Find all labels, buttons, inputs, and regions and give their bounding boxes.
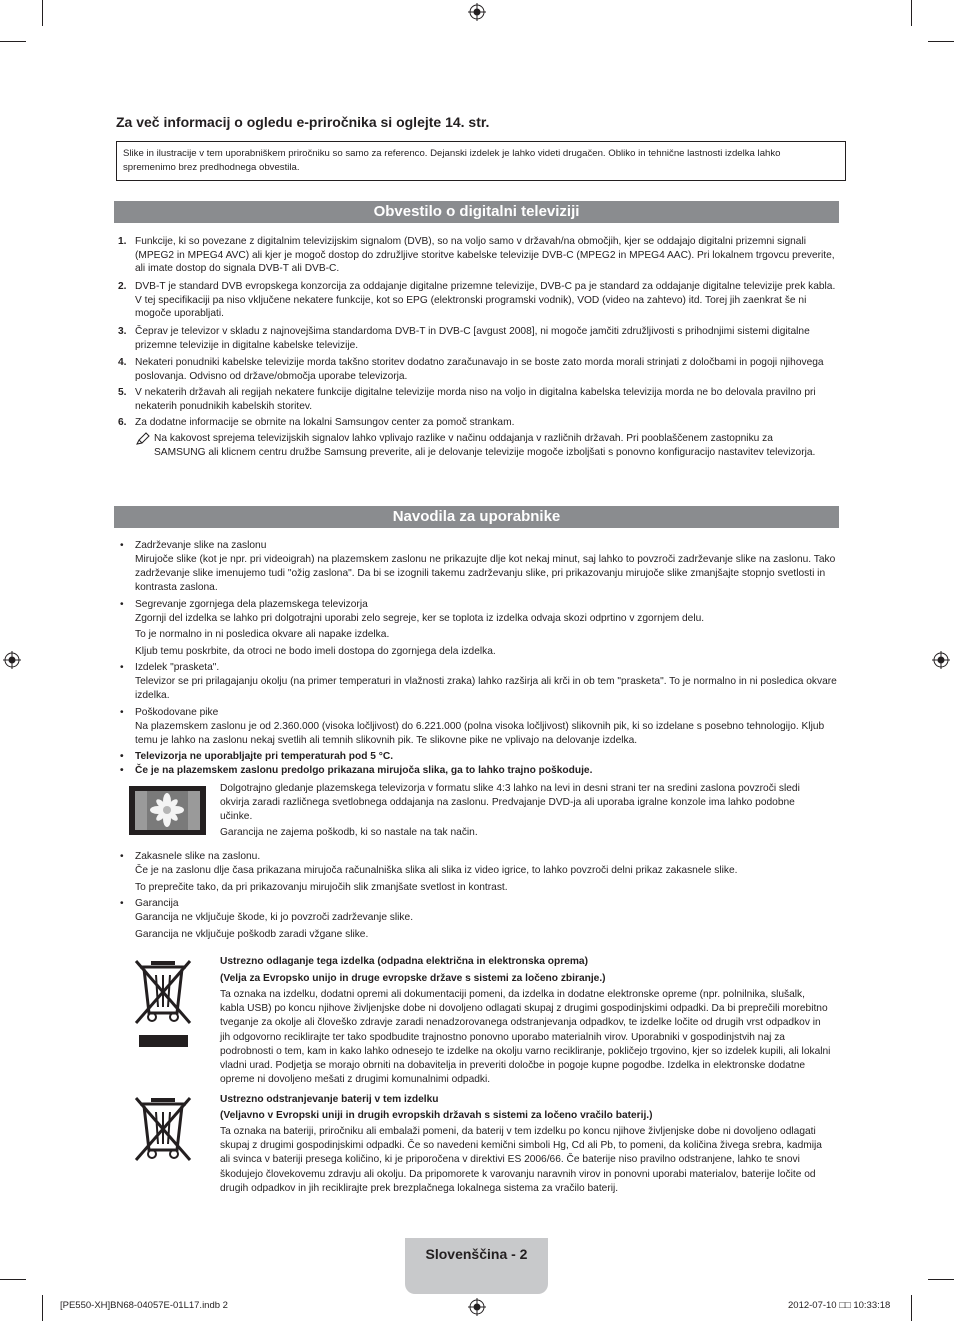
registration-mark-icon [468,3,486,21]
bullet: • [120,751,124,762]
bullet-text: To preprečite tako, da pri prikazovanju mirujočih slik zmanjšate svetlost in kontrast. [135,882,508,893]
page-number-label: Slovenščina - 2 [425,1246,528,1262]
registration-mark-icon [932,651,950,669]
item-number: 2. [118,281,127,292]
item-number: 5. [118,387,127,398]
bullet-heading: Če je na plazemskem zaslonu predolgo prikazana mirujoča slika, ga to lahko trajno poškoduje. [135,765,593,776]
registration-mark-icon [468,1298,486,1316]
item-number: 4. [118,357,127,368]
weee-text: Ta oznaka na izdelku, dodatni opremi ali dokumentaciji pomeni, da izdelka in dodatne elektronske opreme (npr. polnilnika, slušalk, kabla USB) po koncu njihove življenjske dobe ni dovoljeno odlagati skupaj z drugimi gospodinjskimi odpadki. Da bi preprečili morebitno tveganje za okolje ali človeško zdravje zaradi nenadzorovanega odstranjevanja odpadkov, te izdelke ločite od drugih vrst odpadkov in jih odgovorno reciklirajte ter tako spodbudite trajnostno ponovno uporabo materialnih virov. Uporabniki v gospodinjstvih naj za podrobnosti o tem, kam in kako lahko odnesejo te izdelke na okolju varno recikliranje, pokličejo trgovino, kjer so izdelek kupili, ali lokalni vladni urad. Podjetja se morajo obrniti na dobavitelja in preveriti določbe in pogoje kupne pogodbe. Izdelka in elektronske dodatne opreme ni dovoljeno mešati z drugimi komunalnimi odpadki. [220,989,831,1086]
bullet: • [120,662,124,673]
bullet-text: Če je na zaslonu dlje časa prikazana mirujoča računalniška slika ali slika iz video igrice, to lahko povzroči delni prikaz zakasnele slike. [135,865,738,876]
bullet-heading: Garancija [135,898,179,909]
bullet-heading: Segrevanje zgornjega dela plazemskega televizorja [135,599,368,610]
weee-subtitle: (Velja za Evropsko unijo in druge evropske države s sistemi za ločeno zbiranje.) [220,973,606,984]
weee-subtitle: (Veljavno v Evropski uniji in drugih evropskih državah s sistemi za ločeno vračilo baterij.) [220,1110,653,1121]
notice-box: Slike in ilustracije v tem uporabniškem priročniku so samo za referenco. Dejanski izdelek je lahko videti drugačen. Obliko in tehnične lastnosti izdelka lahko spremenimo brez predhodnega obvestila. [116,141,846,181]
bullet: • [120,898,124,909]
note-pencil-icon [136,432,150,445]
bullet-heading: Televizorja ne uporabljajte pri temperaturah pod 5 °C. [135,751,394,762]
crop-mark [0,1279,26,1280]
item-number: 3. [118,326,127,337]
item-text: DVB-T je standard DVB evropskega konzorcija za oddajanje digitalne prizemne televizije, DVB-C pa je standard za oddajanje digitalne televizije prek kabla. V tej specifikaciji pa niso vključene nekatere funkcije, kot so EPG (elektronski programski vodnik), VOD (video na zahtevo) itd. Torej jih zaenkrat še ni mogoče uporabljati. [135,281,836,319]
item-text: Za dodatne informacije se obrnite na lokalni Samsungov center za pomoč strankam. [135,417,515,428]
bullet-heading: Zakasnele slike na zaslonu. [135,851,261,862]
weee-title: Ustrezno odstranjevanje baterij v tem izdelku [220,1094,439,1105]
crop-mark [928,41,954,42]
item-text: Nekateri ponudniki kabelske televizije morda takšno storitev dodatno zaračunavajo in se boste zato morda morali strinjati z določbami in pogoji njihovega poslovanja. Odvisno od države/območja uporabe televizorja. [135,357,824,382]
bullet-text: To je normalno in ni posledica okvare ali napake izdelka. [135,629,390,640]
bullet-text: Kljub temu poskrbite, da otroci ne bodo imeli dostopa do zgornjega dela izdelka. [135,646,496,657]
crop-mark [42,0,43,26]
file-slug: [PE550-XH]BN68-04057E-01L17.indb 2 [60,1300,228,1311]
note-text: Na kakovost sprejema televizijskih signalov lahko vplivajo razlike v načinu oddajanja v različnih državah. Pri pooblaščenem zastopniku za SAMSUNG ali klicnem centru družbe Samsung preverite, ali je delovanje televizije mogoče izboljšati s ponovno konfiguracijo nastavitev televizorja. [154,433,816,458]
bullet-heading: Izdelek "prasketa". [135,662,220,673]
weee-text: Ta oznaka na bateriji, priročniku ali embalaži pomeni, da baterij v tem izdelku po koncu njihove življenjske dobe ni dovoljeno odlagati skupaj z drugimi gospodinjskimi odpadki. Če so navedeni kemični simboli Hg, Cd ali Pb, to pomeni, da količina živega srebra, kadmija ali svinca v bateriji presega količino, ki je priporočena v direktivi ES 2006/66. Če baterije niso pravilno odstranjene, lahko te snovi škodujejo človekovemu zdravju ali okolju. Da pripomorete k varovanju naravnih virov in ponovni uporabi materialov, baterije ločite od drugih odpadkov in jih reciklirajte prek brezplačnega lokalnega sistema za vračilo baterij. [220,1126,822,1194]
crop-mark [911,1295,912,1321]
item-number: 6. [118,417,127,428]
image-text: Dolgotrajno gledanje plazemskega televizorja v formatu slike 4:3 lahko na levi in desni strani ter na sredini zaslona povzroči sledi okvirja zaradi različnega svetlobnega oddajanja na zaslonu. Predvajanje DVD-ja ali uporaba igralne konzole ima lahko podobne učinke. [220,783,800,823]
bullet: • [120,765,124,776]
item-text: V nekaterih državah ali regijah nekatere funkcije digitalne televizije morda niso na voljo in digitalna kabelska televizija morda ne bo delovala pravilno pri nekaterih ponudnikih kabelskih storitev. [135,387,816,412]
image-text: Garancija ne zajema poškodb, ki so nastale na tak način. [220,827,478,838]
bullet: • [120,707,124,718]
section-title-user-guide: Navodila za uporabnike [114,506,839,528]
crossed-bin-icon [134,957,192,1049]
bullet-text: Televizor se pri prilagajanju okolju (na primer temperaturi in vlažnosti zraka) lahko razširja ali krči in ob tem "prasketa". To je normalno in ni posledica okvare izdelka. [135,676,837,702]
bullet-text: Mirujoče slike (kot je npr. pri videoigrah) na plazemskem zaslonu ne prikazujte dlje kot nekaj minut, saj lahko to povzroči zadrževanje slike na zaslonu. Tako zadrževanje slike imenujemo tudi "ožig zaslona". Da bi se izognili takemu zadrževanju slike, pri prikazovanju mirujoče slike zmanjšajte stopnjo svetlosti in kontrasta zaslona. [135,554,836,594]
intro-heading: Za več informacij o ogledu e-priročnika si oglejte 14. str. [116,114,490,130]
bullet: • [120,851,124,862]
item-text: Funkcije, ki so povezane z digitalnim televizijskim signalom (DVB), so na voljo samo v državah/na območjih, kjer se oddajajo digitalni prizemni signali (MPEG2 in MPEG4 AVC) ali kjer je mogoč dostop do združljive storitve kabelske televizije DVB-C (MPEG2 in MPEG4 AAC). Pri lokalnem trgovcu preverite, ali imate dostop do signala DVB-T ali DVB-C. [135,236,835,274]
weee-title: Ustrezno odlaganje tega izdelka (odpadna električna in elektronska oprema) [220,956,588,967]
bullet-text: Na plazemskem zaslonu je od 2.360.000 (visoka ločljivost) do 6.221.000 (polna visoka ločljivost) slikovnih pik, ki so izdelane s posebno tehnologijo. Kljub temu je lahko na zaslonu nekaj svetlih ali temnih slikovnih pik. Te slikovne pike ne vplivajo na delovanje izdelka. [135,721,825,747]
item-text: Čeprav je televizor v skladu z najnovejšima standardoma DVB-T in DVB-C [avgust 2008], ni mogoče jamčiti združljivosti s prihodnjimi sistemi digitalne prizemne televizije in digitalne kabelske televizije. [135,326,810,351]
registration-mark-icon [3,651,21,669]
bullet: • [120,599,124,610]
bullet-text: Zgornji del izdelka se lahko pri dolgotrajni uporabi zelo segreje, ker se toplota iz izdelka odvaja skozi odprtino v zgornjem delu. [135,613,705,624]
crop-mark [911,0,912,26]
item-number: 1. [118,236,127,247]
crop-mark [928,1279,954,1280]
image-sample-icon [129,786,206,835]
date-slug: 2012-07-10 □□ 10:33:18 [788,1300,891,1311]
bullet-text: Garancija ne vključuje škode, ki jo povzroči zadrževanje slike. [135,912,414,923]
crop-mark [42,1295,43,1321]
crop-mark [0,41,26,42]
bullet-heading: Poškodovane pike [135,707,219,718]
bullet-text: Garancija ne vključuje poškodb zaradi vžgane slike. [135,929,369,940]
bullet-heading: Zadrževanje slike na zaslonu [135,540,267,551]
crossed-bin-icon [134,1094,192,1162]
bullet: • [120,540,124,551]
section-title-digital-tv: Obvestilo o digitalni televiziji [114,201,839,223]
